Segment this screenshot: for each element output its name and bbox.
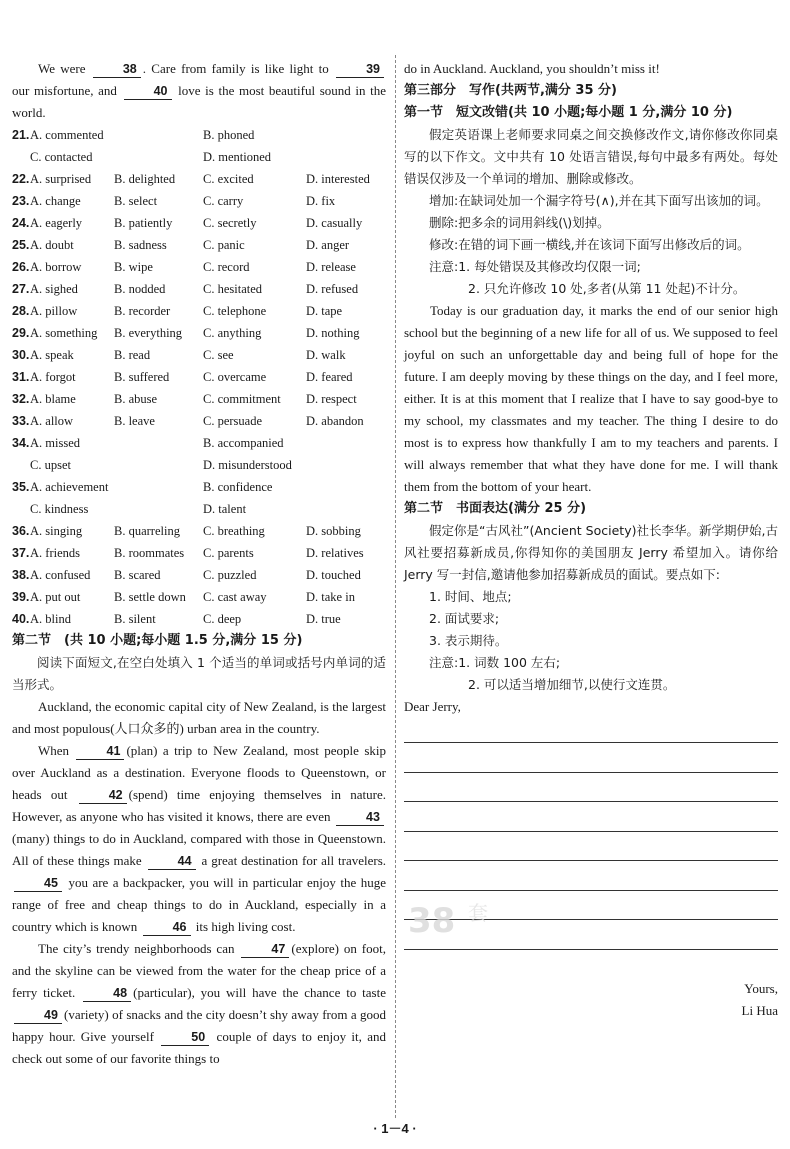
svg-text:套: 套 — [468, 901, 488, 925]
proofreading-title: 第一节 短文改错(共 10 小题;每小题 1 分,满分 10 分) — [404, 105, 733, 120]
note-4: 2. 可以适当增加细节,以使行文连贯。 — [468, 677, 676, 692]
question-number: 39. — [12, 590, 30, 604]
option-c: C. see — [203, 348, 234, 362]
option-c: C. hesitated — [203, 282, 263, 296]
question-row — [12, 212, 386, 234]
text: . Care from family is like light to — [142, 61, 335, 76]
option-c: C. commitment — [203, 392, 281, 406]
option-b: B. leave — [114, 414, 155, 428]
question-number: 29. — [12, 326, 30, 340]
text: a great destination for all travelers. — [197, 853, 387, 868]
question-number: 26. — [12, 260, 30, 274]
option-a: A. confused — [30, 568, 91, 582]
option-d: D. nothing — [306, 326, 360, 340]
question-number: 31. — [12, 370, 30, 384]
proofreading-instructions: 假定英语课上老师要求同桌之间交换修改作文,请你修改你同桌写的以下作文。文中共有 10 处语言错误,每句中最多有两处。每处错误仅涉及一个单词的增加、删除或修改。 — [404, 127, 778, 186]
option-a: A. blame — [30, 392, 76, 406]
blank-46: 46 — [143, 920, 191, 936]
option-b: B. nodded — [114, 282, 166, 296]
question-row — [12, 388, 386, 410]
option-a: A. doubt — [30, 238, 74, 252]
option-c: C. anything — [203, 326, 262, 340]
option-b: B. roommates — [114, 546, 185, 560]
option-a: A. friends — [30, 546, 80, 560]
option-c: C. persuade — [203, 414, 263, 428]
question-row-cont — [12, 146, 386, 168]
option-c: C. contacted — [30, 150, 93, 164]
writing-line — [404, 772, 778, 773]
option-d: D. release — [306, 260, 356, 274]
blank-38: 38 — [93, 62, 141, 78]
option-d: D. sobbing — [306, 524, 361, 538]
blank-50: 50 — [161, 1030, 209, 1046]
question-number: 40. — [12, 612, 30, 626]
option-d: D. relatives — [306, 546, 364, 560]
text: you are a backpacker, you will in particular enjoy the huge range of free and cheap things to do in Auckland, especially in a country which is known — [12, 875, 386, 934]
option-c: C. record — [203, 260, 250, 274]
question-row — [12, 476, 386, 498]
option-b: B. select — [114, 194, 158, 208]
option-b: B. quarreling — [114, 524, 180, 538]
closing: Yours, — [744, 981, 778, 996]
option-c: C. breathing — [203, 524, 265, 538]
option-d: D. mentioned — [203, 150, 272, 164]
question-row — [12, 234, 386, 256]
option-b: B. confidence — [203, 480, 273, 494]
option-d: D. respect — [306, 392, 357, 406]
question-row — [12, 564, 386, 586]
option-a: A. eagerly — [30, 216, 83, 230]
part3-title: 第三部分 写作(共两节,满分 35 分) — [404, 83, 617, 98]
writing-line — [404, 831, 778, 832]
option-b: B. wipe — [114, 260, 153, 274]
option-b: B. phoned — [203, 128, 255, 142]
question-row — [12, 542, 386, 564]
question-row — [12, 520, 386, 542]
question-number: 30. — [12, 348, 30, 362]
option-a: A. commented — [30, 128, 104, 142]
option-b: B. sadness — [114, 238, 167, 252]
option-c: C. overcame — [203, 370, 267, 384]
option-d: D. refused — [306, 282, 359, 296]
blank-48: 48 — [83, 986, 131, 1002]
option-a: A. borrow — [30, 260, 82, 274]
option-b: B. silent — [114, 612, 156, 626]
option-b: B. recorder — [114, 304, 171, 318]
question-row — [12, 300, 386, 322]
note-3: 注意:1. 词数 100 左右; — [429, 655, 561, 670]
option-d: D. abandon — [306, 414, 364, 428]
text: couple of days to enjoy it, and check out some of our favorite things to — [12, 1029, 386, 1066]
question-row — [12, 344, 386, 366]
page-number: · 1－4 · — [373, 1121, 417, 1136]
writing-line — [404, 742, 778, 743]
passage-continuation: do in Auckland. Auckland, you shouldn’t miss it! — [404, 61, 660, 76]
option-d: D. true — [306, 612, 341, 626]
question-row — [12, 586, 386, 608]
writing-line — [404, 949, 778, 950]
blank-40: 40 — [124, 84, 172, 100]
option-c: C. deep — [203, 612, 242, 626]
note-2: 2. 只允许修改 10 处,多者(从第 11 处起)不计分。 — [468, 281, 746, 296]
text: (explore) on foot, and the skyline can be viewed from the water for the cheap price of a ferry ticket. — [12, 941, 386, 1000]
option-d: D. take in — [306, 590, 355, 604]
question-number: 34. — [12, 436, 30, 450]
option-c: C. telephone — [203, 304, 267, 318]
option-a: A. sighed — [30, 282, 78, 296]
option-b: B. accompanied — [203, 436, 284, 450]
option-a: A. missed — [30, 436, 80, 450]
option-c: C. secretly — [203, 216, 257, 230]
question-number: 27. — [12, 282, 30, 296]
question-row — [12, 168, 386, 190]
option-c: C. excited — [203, 172, 254, 186]
option-a: A. change — [30, 194, 81, 208]
point-3: 3. 表示期待。 — [429, 633, 508, 648]
option-a: A. forgot — [30, 370, 76, 384]
text: (plan) a trip to New Zealand, most people skip over Auckland as a destination. Everyone floods to Queenstown, or heads out — [12, 743, 386, 802]
question-row — [12, 410, 386, 432]
question-row-cont — [12, 498, 386, 520]
question-number: 25. — [12, 238, 30, 252]
option-c: C. parents — [203, 546, 254, 560]
salutation: Dear Jerry, — [404, 699, 461, 714]
option-c: C. cast away — [203, 590, 267, 604]
option-a: A. surprised — [30, 172, 92, 186]
text: When — [38, 743, 75, 758]
option-c: C. panic — [203, 238, 245, 252]
blank-47: 47 — [241, 942, 289, 958]
column-divider — [395, 55, 396, 1118]
option-a: A. singing — [30, 524, 83, 538]
writing-instructions: 假定你是“古风社”(Ancient Society)社长李华。新学期伊始,古风社要招募新成员,你得知你的美国朋友 Jerry 希望加入。请你给 Jerry 写一封信,邀请他参加招募新成员的面试。要点如下: — [404, 523, 778, 582]
option-d: D. anger — [306, 238, 350, 252]
blank-41: 41 — [76, 744, 124, 760]
left-column — [12, 58, 386, 1070]
right-column — [404, 58, 778, 1022]
writing-title: 第二节 书面表达(满分 25 分) — [404, 501, 587, 516]
option-d: D. casually — [306, 216, 363, 230]
option-b: B. patiently — [114, 216, 173, 230]
question-row — [12, 322, 386, 344]
option-b: B. scared — [114, 568, 161, 582]
question-row — [12, 190, 386, 212]
option-a: A. allow — [30, 414, 74, 428]
question-number: 21. — [12, 128, 30, 142]
text: (spend) time enjoying themselves in nature. However, as anyone who has visited it knows, there are even — [12, 787, 386, 824]
question-row — [12, 432, 386, 454]
question-row — [12, 278, 386, 300]
point-1: 1. 时间、地点; — [429, 589, 512, 604]
option-a: A. something — [30, 326, 98, 340]
text: The city’s trendy neighborhoods can — [38, 941, 240, 956]
writing-line — [404, 919, 778, 920]
option-a: A. achievement — [30, 480, 109, 494]
question-number: 32. — [12, 392, 30, 406]
text: (particular), you will have the chance to taste — [133, 985, 386, 1000]
question-number: 37. — [12, 546, 30, 560]
blank-39: 39 — [336, 62, 384, 78]
option-d: D. talent — [203, 502, 247, 516]
option-d: D. walk — [306, 348, 346, 362]
option-d: D. fix — [306, 194, 336, 208]
writing-lines — [404, 742, 778, 950]
writing-line — [404, 860, 778, 861]
signature-name: Li Hua — [741, 1003, 778, 1018]
section2-instructions: 阅读下面短文,在空白处填入 1 个适当的单词或括号内单词的适当形式。 — [12, 655, 386, 692]
blank-42: 42 — [79, 788, 127, 804]
option-a: A. blind — [30, 612, 71, 626]
passage-paragraph-2 — [12, 740, 386, 938]
option-b: B. everything — [114, 326, 183, 340]
question-number: 35. — [12, 480, 30, 494]
option-c: C. kindness — [30, 502, 89, 516]
rule-delete: 删除:把多余的词用斜线(\)划掉。 — [429, 215, 610, 230]
point-2: 2. 面试要求; — [429, 611, 500, 626]
passage-paragraph-3 — [12, 938, 386, 1070]
rule-add: 增加:在缺词处加一个漏字符号(∧),并在其下面写出该加的词。 — [429, 193, 769, 208]
question-row — [12, 366, 386, 388]
option-d: D. misunderstood — [203, 458, 292, 472]
svg-text:38: 38 — [408, 901, 456, 941]
option-b: B. delighted — [114, 172, 176, 186]
option-d: D. tape — [306, 304, 343, 318]
option-a: A. pillow — [30, 304, 78, 318]
proofreading-essay: Today is our graduation day, it marks the end of our senior high school but the beginning of a new life for all of us. We supposed to feel joyful on such an unforgettable day and being full of hope for the future. I am deeply moving by these things on the day, and I feel more, either. It is at this moment that I realize that I have to say good-bye to my school, my classmates and my teacher. The thing I desire to do most is to express how thankfully I am to my teachers and parents. I will always remember that what they have done for me. I will thank them from the bottom of your heart. — [404, 303, 778, 494]
question-number: 23. — [12, 194, 30, 208]
rule-modify: 修改:在错的词下画一横线,并在该词下面写出修改后的词。 — [429, 237, 750, 252]
section2-title: 第二节 (共 10 小题;每小题 1.5 分,满分 15 分) — [12, 633, 303, 648]
question-number: 38. — [12, 568, 30, 582]
option-b: B. abuse — [114, 392, 158, 406]
question-number: 28. — [12, 304, 30, 318]
question-row — [12, 608, 386, 630]
text: love is the most beautiful sound in the world. — [12, 83, 386, 120]
writing-line — [404, 801, 778, 802]
text: its high living cost. — [192, 919, 296, 934]
question-number: 22. — [12, 172, 30, 186]
option-d: D. touched — [306, 568, 361, 582]
text: our misfortune, and — [12, 83, 122, 98]
question-list — [12, 124, 386, 630]
passage-paragraph-1: Auckland, the economic capital city of New Zealand, is the largest and most populous(人口众多的) urban area in the country. — [12, 699, 386, 736]
text: We were — [38, 61, 91, 76]
option-b: B. read — [114, 348, 151, 362]
question-row — [12, 256, 386, 278]
question-row-cont — [12, 454, 386, 476]
blank-45: 45 — [14, 876, 62, 892]
option-c: C. puzzled — [203, 568, 257, 582]
option-c: C. carry — [203, 194, 244, 208]
option-a: A. speak — [30, 348, 74, 362]
blank-49: 49 — [14, 1008, 62, 1024]
option-d: D. feared — [306, 370, 353, 384]
note-1: 注意:1. 每处错误及其修改均仅限一词; — [429, 259, 641, 274]
option-a: A. put out — [30, 590, 81, 604]
option-b: B. suffered — [114, 370, 170, 384]
option-b: B. settle down — [114, 590, 186, 604]
blank-43: 43 — [336, 810, 384, 826]
question-number: 24. — [12, 216, 30, 230]
text: (many) things to do in Auckland, compared with those in Queenstown. All of these things make — [12, 831, 386, 868]
blank-44: 44 — [148, 854, 196, 870]
option-d: D. interested — [306, 172, 370, 186]
option-c: C. upset — [30, 458, 71, 472]
cloze-intro — [12, 58, 386, 124]
text: (variety) of snacks and the city doesn’t shy away from a good happy hour. Give yourself — [12, 1007, 386, 1044]
question-number: 33. — [12, 414, 30, 428]
question-number: 36. — [12, 524, 30, 538]
question-row — [12, 124, 386, 146]
writing-line — [404, 890, 778, 891]
